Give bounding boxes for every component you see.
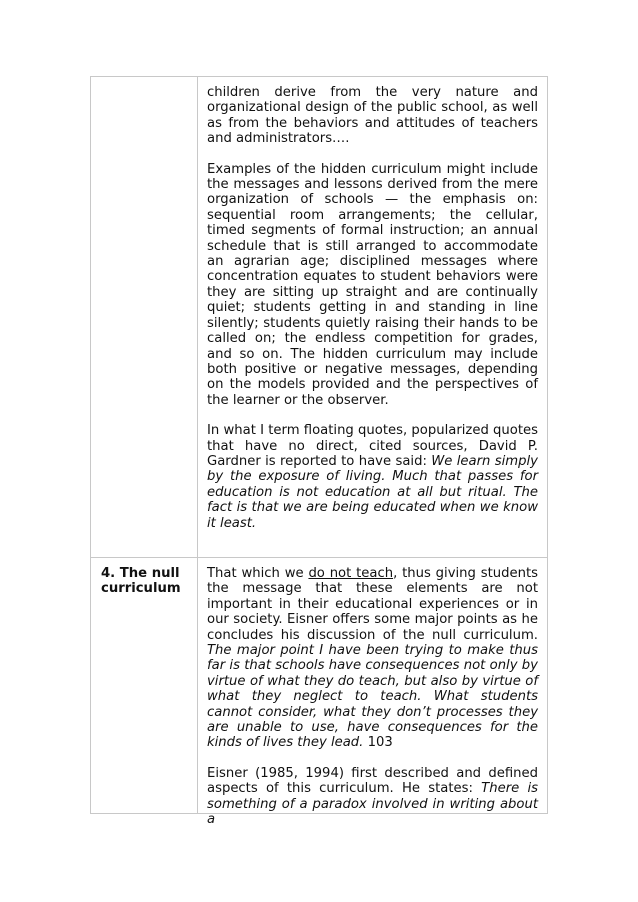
row1-description-cell <box>207 85 538 546</box>
hidden-curriculum-paragraph-1: children derive from the very nature and organizational design of the public school, as well as from the behaviors and attitudes of teachers and administrators…. <box>207 85 538 147</box>
eisner-paradox-quote: There is something of a paradox involved in writing about a <box>207 781 538 828</box>
eisner-intro-text: Eisner (1985, 1994) first described and defined aspects of this curriculum. He states: <box>207 765 538 797</box>
null-text-b: , thus giving students the message that these elements are not important in their educational experiences or in our society. Eisner offers some major points as he concludes his discussion of the null curriculum. <box>207 566 538 643</box>
do-not-teach-underlined: do not teach <box>308 566 394 581</box>
eisner-quote: The major point I have been trying to make thus far is that schools have consequences not only by virtue of what they do teach, but also by virtue of what they neglect to teach. What students cannot consider, what they don’t processes they are unable to use, have consequences for the kinds of lives they lead. <box>207 643 538 751</box>
null-curriculum-paragraph-1 <box>207 566 538 751</box>
null-curriculum-paragraph-2 <box>207 766 538 828</box>
row-divider <box>91 557 547 558</box>
gardner-quote: We learn simply by the exposure of living. Much that passes for education is not education at all but ritual. The fact is that we are being educated when we know it least. <box>207 453 538 531</box>
hidden-curriculum-paragraph-2: Examples of the hidden curriculum might include the messages and lessons derived from the mere organization of schools — the emphasis on: sequential room arrangements; the cellular, timed segments of formal instruction; an annual schedule that is still arranged to accommodate an agrarian age; disciplined messages where concentration equates to student behaviors were they are sitting up straight and are continually quiet; students getting in and standing in line silently; students quietly raising their hands to be called on; the endless competition for grades, and so on. The hidden curriculum may include both positive or negative messages, depending on the models provided and the perspectives of the learner or the observer. <box>207 161 538 408</box>
citation-number: 103 <box>363 735 393 751</box>
gardner-intro-text: In what I term floating quotes, popularized quotes that have no direct, cited sources, David P. Gardner is reported to have said: <box>207 423 538 469</box>
hidden-curriculum-paragraph-3 <box>207 423 538 531</box>
null-curriculum-term: 4. The null curriculum <box>101 566 181 597</box>
curriculum-table <box>90 76 548 828</box>
null-text-a: That which we <box>207 566 309 581</box>
column-divider <box>197 77 198 813</box>
row2-description-cell <box>207 566 538 843</box>
